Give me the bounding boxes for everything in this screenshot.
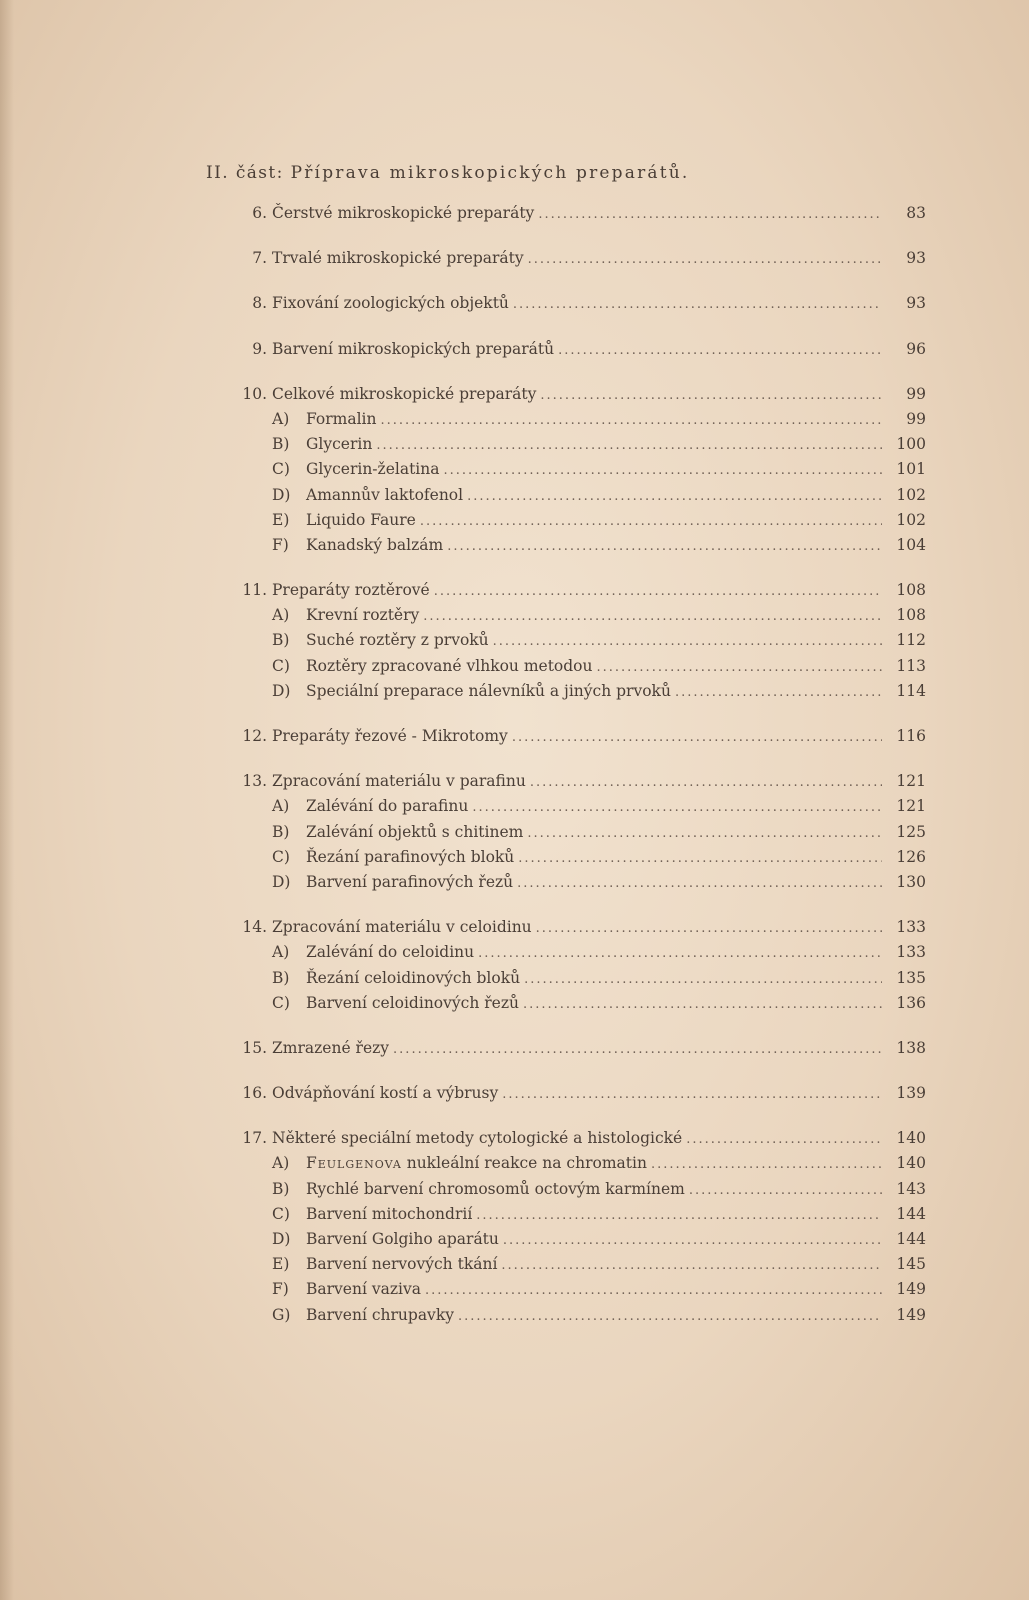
- subsection-letter: C): [272, 656, 290, 675]
- dot-leader: [651, 1157, 882, 1172]
- chapter-title: Některé speciální metody cytologické a histologické: [272, 1129, 683, 1148]
- toc-subsection-row: [236, 1154, 926, 1179]
- subsection-title: Barvení chrupavky: [306, 1305, 454, 1324]
- toc-subsection-row: [236, 823, 926, 848]
- subsection-letter: D): [272, 485, 291, 504]
- dot-leader: [503, 1233, 882, 1248]
- chapter-page-number: 121: [896, 772, 926, 791]
- subsection-title: Řezání parafinových bloků: [306, 847, 515, 866]
- dot-leader: [502, 1087, 882, 1102]
- subsection-page-number: 102: [896, 485, 926, 504]
- subsection-letter: D): [272, 1230, 291, 1248]
- subsection-title: Barvení parafinových řezů: [306, 872, 514, 891]
- dot-leader: [420, 514, 882, 529]
- dot-leader: [425, 1283, 882, 1298]
- subsection-page-number: 108: [896, 606, 926, 625]
- subsection-letter: C): [272, 1204, 290, 1223]
- dot-leader: [523, 997, 882, 1012]
- dot-leader: [530, 775, 882, 790]
- subsection-title: [306, 1154, 647, 1172]
- dot-leader: [558, 343, 882, 358]
- chapter-page-number: 138: [896, 1038, 926, 1057]
- toc-subsection-row: [236, 631, 926, 656]
- toc-subsection-row: [236, 1255, 926, 1280]
- subsection-title: Zalévání do parafinu: [306, 797, 469, 816]
- subsection-page-number: 144: [896, 1204, 926, 1223]
- toc-chapter: [236, 1039, 926, 1064]
- subsection-title: Glycerin: [306, 435, 373, 454]
- chapter-number: 14.: [242, 918, 267, 937]
- subsection-title: Roztěry zpracované vlhkou metodou: [306, 656, 593, 675]
- toc-subsection-row: [236, 1306, 926, 1331]
- toc-chapter: [236, 772, 926, 898]
- subsection-title: Zalévání do celoidinu: [306, 943, 475, 962]
- toc-chapter: [236, 727, 926, 752]
- chapter-page-number: 133: [896, 918, 926, 937]
- subsection-letter: G): [272, 1305, 291, 1324]
- subsection-letter: F): [272, 1280, 289, 1299]
- toc-subsection-row: [236, 1280, 926, 1305]
- subsection-page-number: 136: [896, 993, 926, 1012]
- subsection-page-number: 135: [896, 968, 926, 987]
- subsection-page-number: 99: [906, 409, 926, 428]
- toc-subsection-row: [236, 1180, 926, 1205]
- chapter-title: Čerstvé mikroskopické preparáty: [272, 204, 535, 222]
- subsection-page-number: 102: [896, 510, 926, 529]
- dot-leader: [443, 463, 882, 478]
- toc-chapter-row: [236, 772, 926, 797]
- chapter-page-number: 93: [906, 249, 926, 268]
- subsection-title: Barvení Golgiho aparátu: [306, 1230, 499, 1248]
- dot-leader: [517, 876, 882, 891]
- toc-chapter-row: [236, 294, 926, 319]
- subsection-title: Rychlé barvení chromosomů octovým karmínem: [306, 1179, 685, 1198]
- chapter-title: Odvápňování kostí a výbrusy: [272, 1084, 499, 1103]
- subsection-title: Barvení celoidinových řezů: [306, 993, 519, 1012]
- toc-subsection-row: [236, 460, 926, 485]
- table-of-contents: [236, 204, 926, 1351]
- subsection-page-number: 114: [896, 681, 926, 700]
- subsection-title: Amannův laktofenol: [306, 485, 464, 504]
- chapter-title: Zpracování materiálu v celoidinu: [272, 918, 532, 937]
- subsection-title: Kanadský balzám: [306, 535, 444, 554]
- dot-leader: [501, 1258, 882, 1273]
- toc-subsection-row: [236, 848, 926, 873]
- toc-chapter: [236, 340, 926, 365]
- subsection-letter: F): [272, 535, 289, 554]
- dot-leader: [447, 539, 882, 554]
- subsection-page-number: 101: [896, 460, 926, 479]
- chapter-number: 9.: [252, 339, 267, 358]
- subsection-letter: C): [272, 847, 290, 866]
- chapter-page-number: 116: [896, 727, 926, 745]
- chapter-title: Celkové mikroskopické preparáty: [272, 384, 537, 403]
- subsection-title: Barvení nervových tkání: [306, 1255, 498, 1274]
- dot-leader: [528, 252, 882, 267]
- subsection-letter: B): [272, 968, 290, 987]
- toc-chapter-row: [236, 204, 926, 229]
- subsection-title-name: Feulgenova: [306, 1154, 402, 1173]
- subsection-title: Suché roztěry z prvoků: [306, 631, 489, 650]
- dot-leader: [512, 730, 882, 745]
- subsection-title: Speciální preparace nálevníků a jiných prvoků: [306, 681, 671, 700]
- subsection-page-number: 130: [896, 872, 926, 891]
- dot-leader: [689, 1183, 882, 1198]
- toc-subsection-row: [236, 410, 926, 435]
- subsection-page-number: 140: [896, 1154, 926, 1173]
- chapter-number: 16.: [242, 1084, 267, 1103]
- subsection-title: Řezání celoidinových bloků: [306, 968, 521, 987]
- dot-leader: [524, 972, 882, 987]
- toc-subsection-row: [236, 873, 926, 898]
- toc-subsection-row: [236, 435, 926, 460]
- dot-leader: [393, 1042, 882, 1057]
- dot-leader: [597, 660, 883, 675]
- subsection-page-number: 143: [896, 1179, 926, 1198]
- subsection-letter: C): [272, 993, 290, 1012]
- subsection-page-number: 149: [896, 1280, 926, 1299]
- chapter-number: 10.: [242, 384, 267, 403]
- dot-leader: [478, 946, 882, 961]
- subsection-letter: A): [272, 943, 290, 962]
- toc-chapter-row: [236, 385, 926, 410]
- subsection-page-number: 104: [896, 535, 926, 554]
- toc-chapter: [236, 581, 926, 707]
- subsection-title: Liquido Faure: [306, 510, 416, 529]
- dot-leader: [380, 413, 882, 428]
- toc-chapter-row: [236, 581, 926, 606]
- chapter-title: Fixování zoologických objektů: [272, 294, 509, 313]
- subsection-title-rest: nukleální reakce na chromatin: [406, 1154, 647, 1173]
- toc-chapter: [236, 294, 926, 319]
- chapter-title: Barvení mikroskopických preparátů: [272, 339, 555, 358]
- subsection-letter: D): [272, 872, 291, 891]
- subsection-letter: A): [272, 606, 290, 625]
- dot-leader: [467, 489, 882, 504]
- toc-chapter-row: [236, 1039, 926, 1064]
- chapter-number: 12.: [242, 727, 267, 745]
- subsection-title: Barvení vaziva: [306, 1280, 421, 1299]
- toc-subsection-row: [236, 1205, 926, 1230]
- subsection-letter: B): [272, 435, 290, 454]
- subsection-letter: A): [272, 1154, 290, 1173]
- chapter-title: Zpracování materiálu v parafinu: [272, 772, 526, 791]
- subsection-title: Krevní roztěry: [306, 606, 420, 625]
- dot-leader: [527, 826, 882, 841]
- subsection-letter: D): [272, 681, 291, 700]
- toc-subsection-row: [236, 511, 926, 536]
- subsection-letter: A): [272, 409, 290, 428]
- subsection-page-number: 144: [896, 1230, 926, 1248]
- dot-leader: [476, 1208, 882, 1223]
- chapter-number: 15.: [242, 1038, 267, 1057]
- toc-chapter: [236, 918, 926, 1019]
- chapter-page-number: 93: [906, 294, 926, 313]
- dot-leader: [376, 438, 882, 453]
- toc-subsection-row: [236, 797, 926, 822]
- subsection-page-number: 145: [896, 1255, 926, 1274]
- chapter-title: Preparáty řezové - Mikrotomy: [272, 727, 508, 745]
- toc-chapter-row: [236, 918, 926, 943]
- toc-subsection-row: [236, 486, 926, 511]
- subsection-page-number: 112: [896, 631, 926, 650]
- chapter-number: 13.: [242, 772, 267, 791]
- dot-leader: [686, 1132, 882, 1147]
- chapter-number: 8.: [252, 294, 267, 313]
- toc-subsection-row: [236, 536, 926, 561]
- dot-leader: [540, 388, 882, 403]
- dot-leader: [675, 685, 882, 700]
- chapter-page-number: 108: [896, 581, 926, 600]
- toc-chapter: [236, 1084, 926, 1109]
- toc-subsection-row: [236, 657, 926, 682]
- dot-leader: [513, 297, 882, 312]
- toc-chapter: [236, 249, 926, 274]
- subsection-letter: B): [272, 822, 290, 841]
- dot-leader: [434, 584, 882, 599]
- toc-subsection-row: [236, 682, 926, 707]
- section-heading: [206, 163, 690, 183]
- dot-leader: [536, 921, 882, 936]
- dot-leader: [423, 609, 882, 624]
- dot-leader: [518, 851, 882, 866]
- toc-chapter-row: [236, 727, 926, 752]
- dot-leader: [538, 207, 882, 222]
- toc-chapter: [236, 1129, 926, 1331]
- toc-chapter: [236, 385, 926, 561]
- chapter-title: Trvalé mikroskopické preparáty: [272, 249, 524, 268]
- subsection-letter: E): [272, 1255, 290, 1274]
- chapter-number: 11.: [242, 581, 267, 600]
- dot-leader: [458, 1309, 882, 1324]
- toc-chapter-row: [236, 340, 926, 365]
- chapter-title: Preparáty roztěrové: [272, 581, 430, 600]
- chapter-title: Zmrazené řezy: [272, 1038, 390, 1057]
- subsection-page-number: 113: [896, 656, 926, 675]
- subsection-page-number: 125: [896, 822, 926, 841]
- subsection-page-number: 126: [896, 847, 926, 866]
- subsection-title: Formalin: [306, 409, 377, 428]
- chapter-number: 17.: [242, 1129, 267, 1148]
- toc-subsection-row: [236, 994, 926, 1019]
- toc-chapter-row: [236, 1084, 926, 1109]
- toc-subsection-row: [236, 606, 926, 631]
- chapter-number: 7.: [252, 249, 267, 268]
- chapter-number: 6.: [252, 204, 267, 222]
- subsection-title: Barvení mitochondrií: [306, 1204, 473, 1223]
- chapter-page-number: 99: [906, 384, 926, 403]
- chapter-page-number: 140: [896, 1129, 926, 1148]
- toc-subsection-row: [236, 943, 926, 968]
- subsection-page-number: 100: [896, 435, 926, 454]
- chapter-page-number: 83: [906, 204, 926, 222]
- toc-subsection-row: [236, 969, 926, 994]
- subsection-letter: E): [272, 510, 290, 529]
- toc-chapter-row: [236, 249, 926, 274]
- chapter-page-number: 96: [906, 339, 926, 358]
- toc-chapter: [236, 204, 926, 229]
- subsection-title: Glycerin-želatina: [306, 460, 440, 479]
- chapter-page-number: 139: [896, 1084, 926, 1103]
- subsection-page-number: 133: [896, 943, 926, 962]
- subsection-letter: A): [272, 797, 290, 816]
- subsection-letter: B): [272, 1179, 290, 1198]
- section-heading-prefix: II. část:: [206, 163, 284, 183]
- subsection-page-number: 149: [896, 1305, 926, 1324]
- subsection-letter: B): [272, 631, 290, 650]
- toc-subsection-row: [236, 1230, 926, 1255]
- subsection-page-number: 121: [896, 797, 926, 816]
- subsection-letter: C): [272, 460, 290, 479]
- subsection-title: Zalévání objektů s chitinem: [306, 822, 524, 841]
- dot-leader: [493, 634, 882, 649]
- toc-chapter-row: [236, 1129, 926, 1154]
- dot-leader: [472, 800, 882, 815]
- section-heading-title: Příprava mikroskopických preparátů.: [290, 163, 690, 183]
